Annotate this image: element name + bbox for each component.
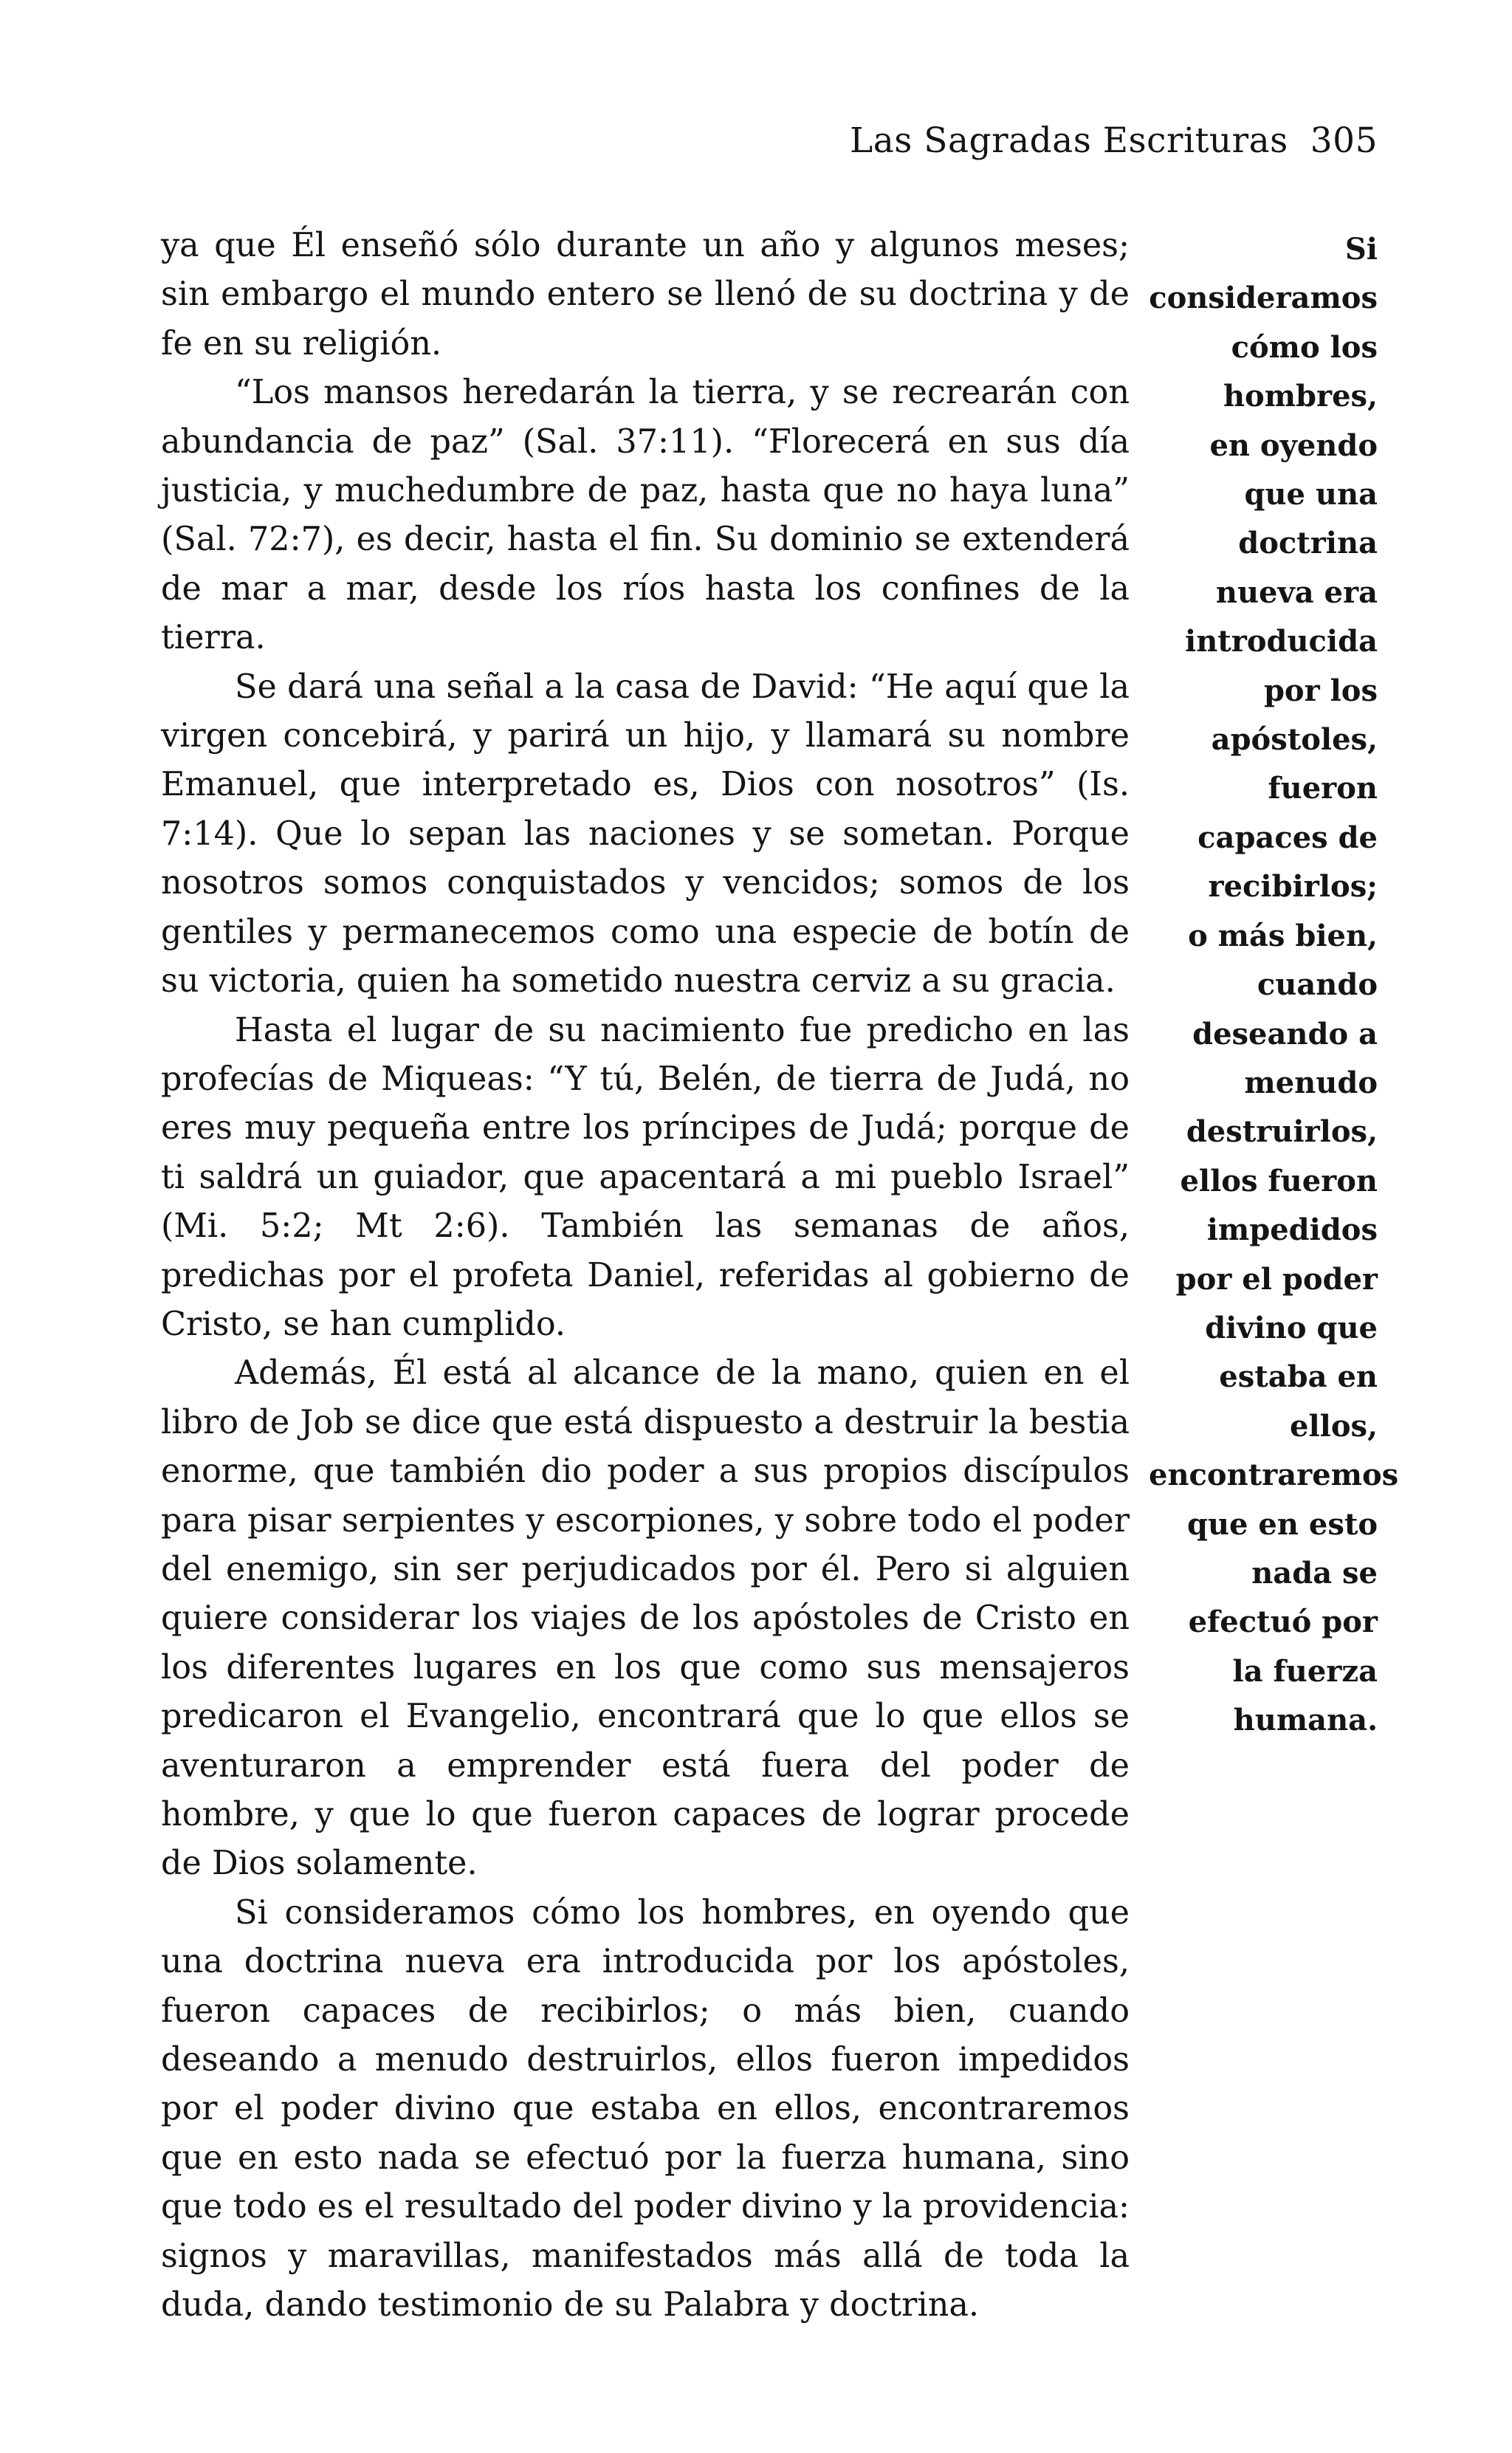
pull-quote-line: deseando a (1192, 1016, 1378, 1051)
pull-quote-line: estaba en (1219, 1359, 1378, 1395)
pull-quote-line: divino que (1205, 1310, 1378, 1345)
pull-quote-line: consideramos (1149, 281, 1378, 316)
margin-pull-quote (1149, 225, 1399, 1746)
pull-quote-line: doctrina (1238, 526, 1378, 561)
paragraph: Se dará una señal a la casa de David: “He aquí que la virgen concebirá, y parirá un hijo, y llamará su nombre Emanuel, que interpretado es, Dios con nosotros” (Is. 7:14). Que lo sepan las naciones y se sometan. Porque nosotros somos conquistados y vencidos; somos de los gentiles y permanecemos como una especie de botín de su victoria, quien ha sometido nuestra cerviz a su gracia. (161, 668, 1130, 1001)
pull-quote-line: apóstoles, (1211, 722, 1378, 758)
pull-quote-line: fueron (1268, 771, 1378, 806)
pull-quote-line: la fuerza (1232, 1653, 1378, 1689)
pull-quote-line: Si (1344, 232, 1378, 267)
paragraph: Si consideramos cómo los hombres, en oyendo que una doctrina nueva era introducida por los apóstoles, fueron capaces de recibirlos; o más bien, cuando deseando a menudo destruirlos, ellos fueron impedidos por el poder divino que estaba en ellos, encontraremos que en esto nada se efectuó por la fuerza humana, sino que todo es el resultado del poder divino y la providencia: signos y maravillas, manifestados más allá de toda la duda, dando testimonio de su Palabra y doctrina. (161, 1893, 1130, 2325)
pull-quote-line: humana. (1233, 1703, 1378, 1738)
pull-quote-line: o más bien, (1188, 918, 1378, 953)
pull-quote-line: en oyendo (1209, 428, 1378, 463)
pull-quote-line: introducida (1185, 624, 1378, 659)
paragraph: “Los mansos heredarán la tierra, y se recrearán con abundancia de paz” (Sal. 37:11). “Florecerá en sus día justicia, y muchedumbre de paz, hasta que no haya luna” (Sal. 72:7), es decir, hasta el fin. Su dominio se extenderá de mar a mar, desde los ríos hasta los confines de la tierra. (161, 374, 1130, 657)
paragraph: Hasta el lugar de su nacimiento fue predicho en las profecías de Miqueas: “Y tú, Belén, de tierra de Judá, no eres muy pequeña entre los príncipes de Judá; porque de ti saldrá un guiador, que apacentará a mi pueblo Israel” (Mi. 5:2; Mt 2:6). También las semanas de años, predichas por el profeta Daniel, referidas al gobierno de Cristo, se han cumplido. (161, 1011, 1130, 1343)
running-header-title: Las Sagradas Escrituras (850, 120, 1288, 161)
pull-quote-line: nada se (1251, 1555, 1378, 1591)
pull-quote-line: por los (1263, 673, 1378, 708)
paragraph: Además, Él está al alcance de la mano, quien en el libro de Job se dice que está dispuesto a destruir la bestia enorme, que también dio poder a sus propios discípulos para pisar serpientes y escorpiones, y sobre todo el poder del enemigo, sin ser perjudicados por él. Pero si alguien quiere considerar los viajes de los apóstoles de Cristo en los diferentes lugares en los que como sus mensajeros predicaron el Evangelio, encontrará que lo que ellos se aventuraron a emprender está fuera del poder de hombre, y que lo que fueron capaces de lograr procede de Dios solamente. (161, 1354, 1130, 1883)
main-text-column (161, 222, 1130, 2330)
pull-quote-line: destruirlos, (1186, 1114, 1378, 1150)
pull-quote-line: que en esto (1186, 1506, 1378, 1542)
pull-quote-line: nueva era (1215, 574, 1378, 610)
pull-quote-line: capaces de (1197, 820, 1378, 855)
pull-quote-line: cuando (1257, 967, 1378, 1003)
pull-quote-line: recibirlos; (1208, 869, 1378, 905)
pull-quote-line: efectuó por (1188, 1605, 1378, 1640)
pull-quote-line: por el poder (1175, 1261, 1378, 1297)
pull-quote-line: ellos, (1290, 1408, 1378, 1444)
pull-quote-line: impedidos (1206, 1212, 1378, 1248)
pull-quote-line: menudo (1244, 1065, 1378, 1100)
pull-quote-line: que una (1244, 477, 1378, 512)
pull-quote-line: encontraremos (1149, 1458, 1399, 1493)
pull-quote-line: ellos fueron (1180, 1163, 1378, 1198)
page-number: 305 (1310, 120, 1378, 161)
paragraph: ya que Él enseñó sólo durante un año y algunos meses; sin embargo el mundo entero se llenó de su doctrina y de fe en su religión. (161, 227, 1130, 363)
pull-quote-line: cómo los (1231, 329, 1378, 365)
running-header (850, 117, 1378, 165)
pull-quote-line: hombres, (1223, 379, 1378, 414)
